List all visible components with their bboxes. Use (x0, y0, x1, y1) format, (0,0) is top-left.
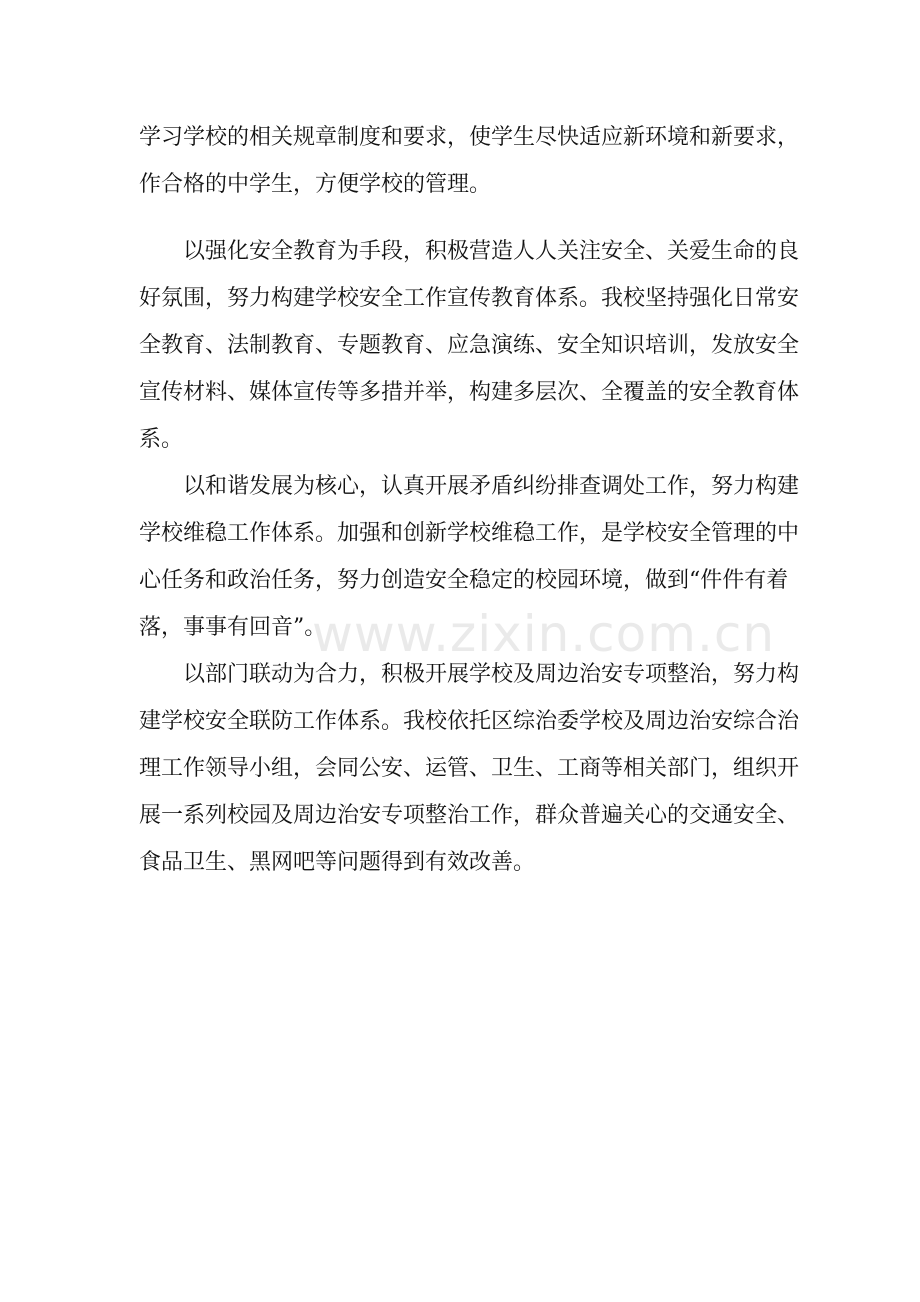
text-line (0, 279, 920, 319)
text-line (0, 420, 920, 460)
text-line-content: 理工作领导小组，会同公安、运管、卫生、工商等相关部门，组织开 (139, 756, 800, 781)
watermark-text: www.zixin.com.cn (312, 605, 776, 663)
text-line (0, 373, 920, 413)
text-line (0, 843, 920, 883)
text-line-content: 作合格的中学生，方便学校的管理。 (139, 172, 492, 197)
text-line (0, 326, 920, 366)
text-line-content: 好氛围，努力构建学校安全工作宣传教育体系。我校坚持强化日常安 (139, 286, 800, 311)
text-line (0, 796, 920, 836)
text-line-content: 系。 (139, 427, 184, 452)
text-line-content: 落，事事有回音”。 (139, 615, 327, 640)
text-line (0, 118, 920, 158)
text-line (0, 749, 920, 789)
text-line-content: 学习学校的相关规章制度和要求，使学生尽快适应新环境和新要求， (139, 125, 800, 150)
text-line-content: 心任务和政治任务，努力创造安全稳定的校园环境，做到“件件有着 (139, 568, 789, 593)
text-line-content: 展一系列校园及周边治安专项整治工作，群众普遍关心的交通安全、 (139, 803, 800, 828)
text-line (0, 561, 920, 601)
text-line-content: 以和谐发展为核心，认真开展矛盾纠纷排查调处工作，努力构建 (183, 474, 800, 499)
text-line-content: 学校维稳工作体系。加强和创新学校维稳工作，是学校安全管理的中 (139, 521, 800, 546)
text-line-content: 食品卫生、黑网吧等问题得到有效改善。 (139, 850, 536, 875)
text-line-content: 宣传材料、媒体宣传等多措并举，构建多层次、全覆盖的安全教育体 (139, 380, 800, 405)
text-line (0, 514, 920, 554)
text-line-content: 以部门联动为合力，积极开展学校及周边治安专项整治，努力构 (183, 662, 800, 687)
text-line (0, 165, 920, 205)
text-line (0, 467, 920, 507)
text-line-content: 以强化安全教育为手段，积极营造人人关注安全、关爱生命的良 (183, 239, 800, 264)
text-line (0, 702, 920, 742)
text-line-content: 建学校安全联防工作体系。我校依托区综治委学校及周边治安综合治 (139, 709, 800, 734)
text-line (0, 232, 920, 272)
text-line-content: 全教育、法制教育、专题教育、应急演练、安全知识培训，发放安全 (139, 333, 800, 358)
